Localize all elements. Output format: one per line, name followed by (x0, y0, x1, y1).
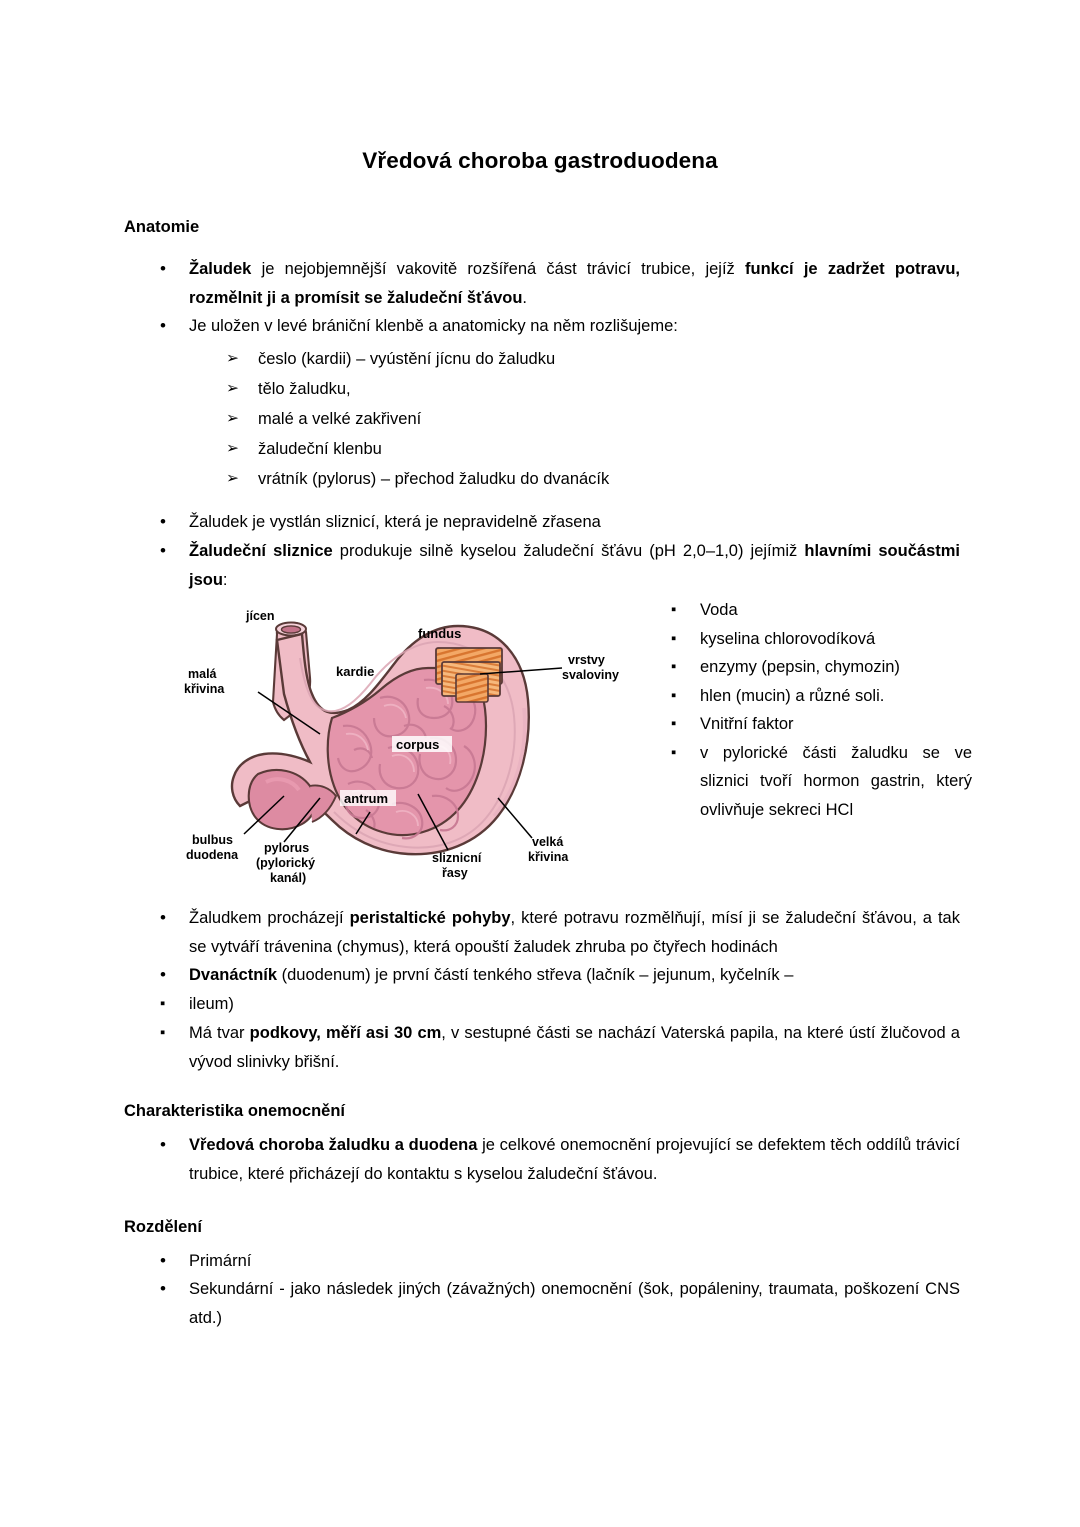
anatomie-bullet-6 (189, 961, 979, 990)
anatomie-sublist (258, 345, 898, 495)
svg-text:corpus: corpus (396, 737, 440, 752)
sublist-item: ➢ česlo (kardii) – vyústění jícnu do žaludku (258, 345, 898, 374)
figure-label-bulbus-line1: bulbus (192, 833, 233, 847)
figure-label-mala-krivina-line2: křivina (184, 682, 225, 696)
sublist-item: ➢ malé a velké zakřivení (258, 405, 898, 434)
sublist-item: ➢ tělo žaludku, (258, 375, 898, 404)
charakteristika-bullet-1 (189, 1131, 960, 1188)
section-heading-anatomie: Anatomie (124, 218, 200, 236)
stomach-anatomy-figure (180, 598, 650, 893)
bullet-6-end: (duodenum) je první částí tenkého střeva (lačník – jejunum, kyčelník – (277, 966, 794, 984)
bullet-4-end: : (222, 570, 228, 589)
anatomie-bullet-4 (189, 537, 960, 594)
figure-label-vrstvy-line2: svaloviny (562, 668, 619, 682)
anatomie-bullet-8 (189, 1019, 960, 1076)
anatomie-bullet-5 (189, 904, 960, 961)
figure-label-pylorus-line1: pylorus (264, 841, 310, 855)
figure-label-corpus (392, 736, 452, 752)
bullet-4-emph: hlavními součástmi jsou (189, 542, 960, 589)
anatomie-bullet-2: • Je uložen v levé brániční klenbě a anatomicky na něm rozlišujeme: (189, 312, 960, 341)
bullet-4-lead: Žaludeční sliznice (189, 542, 333, 560)
component-item: ▪ Voda (700, 596, 972, 625)
figure-label-jicen: jícen (246, 609, 275, 623)
component-item: ▪ v pylorické části žaludku se ve sliznici tvoří hormon gastrin, který ovlivňuje sekreci HCl (700, 739, 972, 825)
figure-label-pylorus-line3: kanál) (270, 871, 307, 885)
charakteristika-lead: Vředová choroba žaludku a duodena (189, 1136, 478, 1154)
charakteristika-end: je celkové onemocnění projevující se defektem těch oddílů trávicí trubice, které přicházejí do kontaktu s kyselou žaludeční šťávou. (189, 1136, 960, 1183)
sublist-item: ➢ vrátník (pylorus) – přechod žaludku do dvanácík (258, 465, 898, 494)
gastric-juice-component-list (700, 596, 972, 824)
figure-label-antrum (340, 790, 396, 806)
section-heading-charakteristika: Charakteristika onemocnění (124, 1102, 345, 1120)
bullet-4-mid: produkuje silně kyselou žaludeční šťávu (pH 2,0–1,0) jejímiž (332, 542, 805, 560)
anatomie-bullet-7: ▪ ileum) (189, 990, 960, 1019)
component-item: ▪ Vnitřní faktor (700, 710, 972, 739)
figure-label-kardie: kardie (336, 664, 375, 679)
bullet-1-emph: funkcí je zadržet potravu, rozmělnit ji a promísit se žaludeční šťávou (189, 260, 960, 307)
svg-text:antrum: antrum (344, 791, 389, 806)
bullet-8-emph: podkovy, měří asi 30 cm (249, 1024, 442, 1042)
anatomie-bullet-1 (189, 255, 960, 312)
figure-label-rasy-line2: řasy (442, 866, 468, 880)
bullet-1-mid: je nejobjemnější vakovitě rozšířená část trávicí trubice, jejíž (251, 260, 746, 278)
figure-label-velka-line1: velká (532, 835, 564, 849)
figure-label-mala-krivina-line1: malá (188, 667, 217, 681)
sublist-item: ➢ žaludeční klenbu (258, 435, 898, 464)
anatomie-bullet-3: • Žaludek je vystlán sliznicí, která je nepravidelně zřasena (189, 508, 960, 537)
rozdeleni-item-2: • Sekundární - jako následek jiných (závažných) onemocnění (šok, popáleniny, traumata, poškození CNS atd.) (189, 1275, 960, 1332)
figure-label-velka-line2: křivina (528, 850, 569, 864)
figure-label-bulbus-line2: duodena (186, 848, 239, 862)
rozdeleni-item-1: • Primární (189, 1247, 960, 1276)
bullet-8-lead: Má tvar (189, 1024, 250, 1042)
figure-muscle-layers (436, 648, 502, 702)
page-title: Vředová choroba gastroduodena (362, 148, 718, 173)
figure-label-rasy-line1: sliznicní (432, 851, 482, 865)
component-item: ▪ kyselina chlorovodíková (700, 625, 972, 654)
section-heading-rozdeleni: Rozdělení (124, 1218, 202, 1236)
bullet-6-lead: Dvanáctník (189, 966, 278, 984)
bullet-1-end: . (522, 288, 528, 307)
bullet-5-lead: Žaludkem procházejí (189, 909, 350, 927)
bullet-1-lead: Žaludek (189, 260, 252, 278)
figure-label-vrstvy-line1: vrstvy (568, 653, 605, 667)
bullet-5-end: , které potravu rozmělňují, mísí ji se žaludeční šťávou, a tak se vytváří trávenina (chymus), která opouští žaludek zhruba po čtyřech hodinách (189, 909, 960, 956)
figure-label-pylorus-line2: (pylorický (256, 856, 316, 870)
component-item: ▪ hlen (mucin) a různé soli. (700, 682, 972, 711)
bullet-8-end: , v sestupné části se nachází Vaterská papila, na které ústí žlučovod a vývod slinivky břišní. (189, 1024, 960, 1071)
figure-label-fundus: fundus (418, 626, 462, 641)
bullet-5-emph: peristaltické pohyby (349, 909, 511, 927)
component-item: ▪ enzymy (pepsin, chymozin) (700, 653, 972, 682)
